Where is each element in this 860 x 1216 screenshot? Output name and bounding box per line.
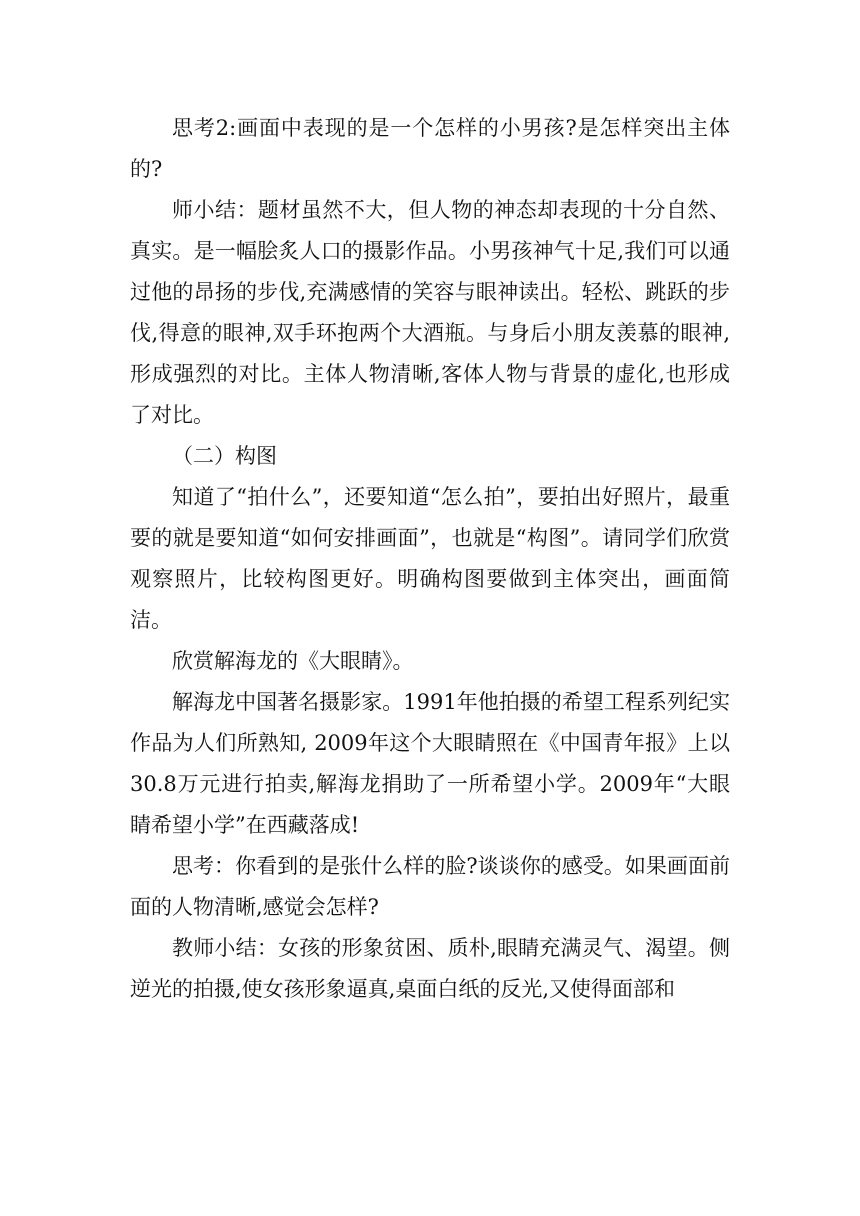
teacher-summary-girl: 教师小结：女孩的形象贫困、质朴,眼睛充满灵气、渴望。侧逆光的拍摄,使女孩形象逼真,桌面白纸的反光,又使得面部和 bbox=[130, 936, 730, 1001]
document-body bbox=[130, 108, 730, 1010]
teacher-summary-boy: 师小结：题材虽然不大，但人物的神态却表现的十分自然、真实。是一幅脍炙人口的摄影作品。小男孩神气十足,我们可以通过他的昂扬的步伐,充满感情的笑容与眼神读出。轻松、跳跃的步伐,得意的眼神,双手环抱两个大酒瓶。与身后小朋友羡慕的眼神,形成强烈的对比。主体人物清晰,客体人物与背景的虚化,也形成了对比。 bbox=[130, 198, 730, 427]
composition-intro: 知道了“拍什么”，还要知道“怎么拍”，要拍出好照片，最重要的就是要知道“如何安排画面”，也就是“构图”。请同学们欣赏观察照片，比较构图更好。明确构图要做到主体突出，画面简洁。 bbox=[130, 485, 730, 632]
photographer-bio: 解海龙中国著名摄影家。1991年他拍摄的希望工程系列纪实作品为人们所熟知, 2009年这个大眼睛照在《中国青年报》上以30.8万元进行拍卖,解海龙捐助了一所希望小学。2009年“大眼睛希望小学”在西藏落成! bbox=[130, 690, 730, 837]
appreciation-title: 欣赏解海龙的《大眼睛》。 bbox=[172, 649, 414, 673]
section-heading-composition: （二）构图 bbox=[172, 444, 277, 468]
thinking-question-face: 思考：你看到的是张什么样的脸?谈谈你的感受。如果画面前面的人物清晰,感觉会怎样? bbox=[130, 854, 730, 919]
thinking-question-2: 思考2:画面中表现的是一个怎样的小男孩?是怎样突出主体的? bbox=[130, 116, 730, 181]
